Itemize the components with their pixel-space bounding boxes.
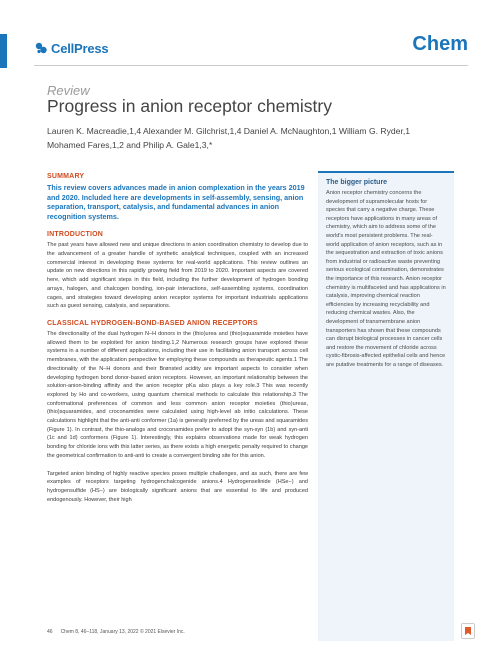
author-list [47,125,467,152]
header-divider [34,65,468,66]
article-title: Progress in anion receptor chemistry [47,96,332,116]
bigger-picture-text: Anion receptor chemistry concerns the development of supramolecular hosts for species that carry a negative charge. These receptors have applications in many areas of chemistry, which aim to address some of the world's most persistent problems. The real-world application of anion receptors, such as in the sequestration and extraction of toxic anions from industrial or radioactive waste preventing serious ecological contamination, demonstrates the importance of this research. Anion receptor chemistry is multifaceted and has applications in catalysis, improving chemical reaction efficiencies by increasing recyclability and reducing chemical wastes. Also, the development of transmembrane anion transporters has shown that these compounds can disrupt biological processes in cancer cells and restore the movement of chloride across cystic-fibrosis-affected epithelial cells and hence are putative treatments for a range of diseases. [326,190,446,368]
page-footer [47,629,185,635]
classical-heading: CLASSICAL HYDROGEN-BOND-BASED ANION RECEPTORS [47,320,258,327]
classical-paragraph-1: The directionality of the dual hydrogen N–H donors in the (thio)urea and (thio)squaramide moieties have allowed them to be exploited for anion binding.1,2 Numerous research groups have explored these systems in a number of different applications, including their use in facilitating anion transport across cell membranes, with the application perspective for employing these compounds as therapeutic agents.1 The directionality of the N–H donors and their Brønsted acidity are important aspects to consider when developing hydrogen bond donor-based anion receptors. However, an important relationship between the solution-anion-binding affinity and the anion receptor pKa also plays a key role.3 This was recently explored by Ho and co-workers, using quantum chemical methods to calculate this relationship.3 The conformational preferences of common and less common anion receptor moieties (thio)ureas, (thio)squaramides, and croconamides were calculated using high-level ab initio calculations. These calculations highlight that the anti-anti conformer (1a) is generally preferred by the ureas and squaramides (Figure 1). In contrast, the thio-analogs and croconamides prefer to adopt the syn-syn (1b) and syn-anti (1c and 1d) conformers (Figure 1). Interestingly, this explains observations made for weak hydrogen bonding for chloride ions with this latter series, as there exists a high energetic penalty required to change the geometrical confirmation to anti-anti to create a convergent binding site for this anion. [47,331,308,459]
publisher-name: CellPress [51,40,109,56]
main-column [47,173,308,513]
classical-paragraph-2: Targeted anion binding of highly reactive species poses multiple challenges, and as such, there are few examples of receptors targeting hydrogenchalcogenide anions.4 Hydrogenselinide (HSe−) and hydrogensulfide (HS−) are biologically significant anions that are essential to life and produced endogenously. However, their high [47,470,308,503]
introduction-text: The past years have allowed new and unique directions in anion coordination chemistry to develop due to the advancement of a greater handle of synthetic analytical techniques, coupled with an increased commercial interest in developing these systems for real-world applications. This review outlines an update on new directions in this rapidly growing field from 2019 to 2020. Important aspects are covered here, which add significant steps in this field, including the further development of hydrogen bonding arrays, halogen, and chalcogen bonding, ion-pair interactions, self-assembling systems, coordination cages, and strategies toward developing anion receptor systems for important industrials applications such as guest sensing, catalysis, and separations. [47,242,308,310]
bigger-picture-heading: The bigger picture [326,179,388,186]
bigger-picture-box [318,171,454,641]
summary-text: This review covers advances made in anion complexation in the years 2019 and 2020. Included here are developments in self-assembly, sensing, anion separation, transport, catalysis, and fundamental advances in anion recognition systems. [47,183,305,221]
page-number: 46 [47,629,53,635]
crossmark-icon [464,626,472,636]
cellpress-logo-icon [34,41,48,55]
article-type: Review [47,83,90,98]
citation: Chem 8, 46–118, January 13, 2022 © 2021 Elsevier Inc. [60,629,185,635]
authors-line-1: Lauren K. Macreadie,1,4 Alexander M. Gilchrist,1,4 Daniel A. McNaughton,1 William G. Ryder,1 [47,126,411,136]
crossmark-badge[interactable] [461,623,475,639]
authors-line-2: Mohamed Fares,1,2 and Philip A. Gale1,3,* [47,139,213,150]
introduction-heading: INTRODUCTION [47,231,104,239]
brand-color-tab [0,34,7,68]
journal-name[interactable]: Chem [412,33,468,55]
cellpress-logo[interactable] [34,38,108,58]
summary-heading: SUMMARY [47,173,85,180]
